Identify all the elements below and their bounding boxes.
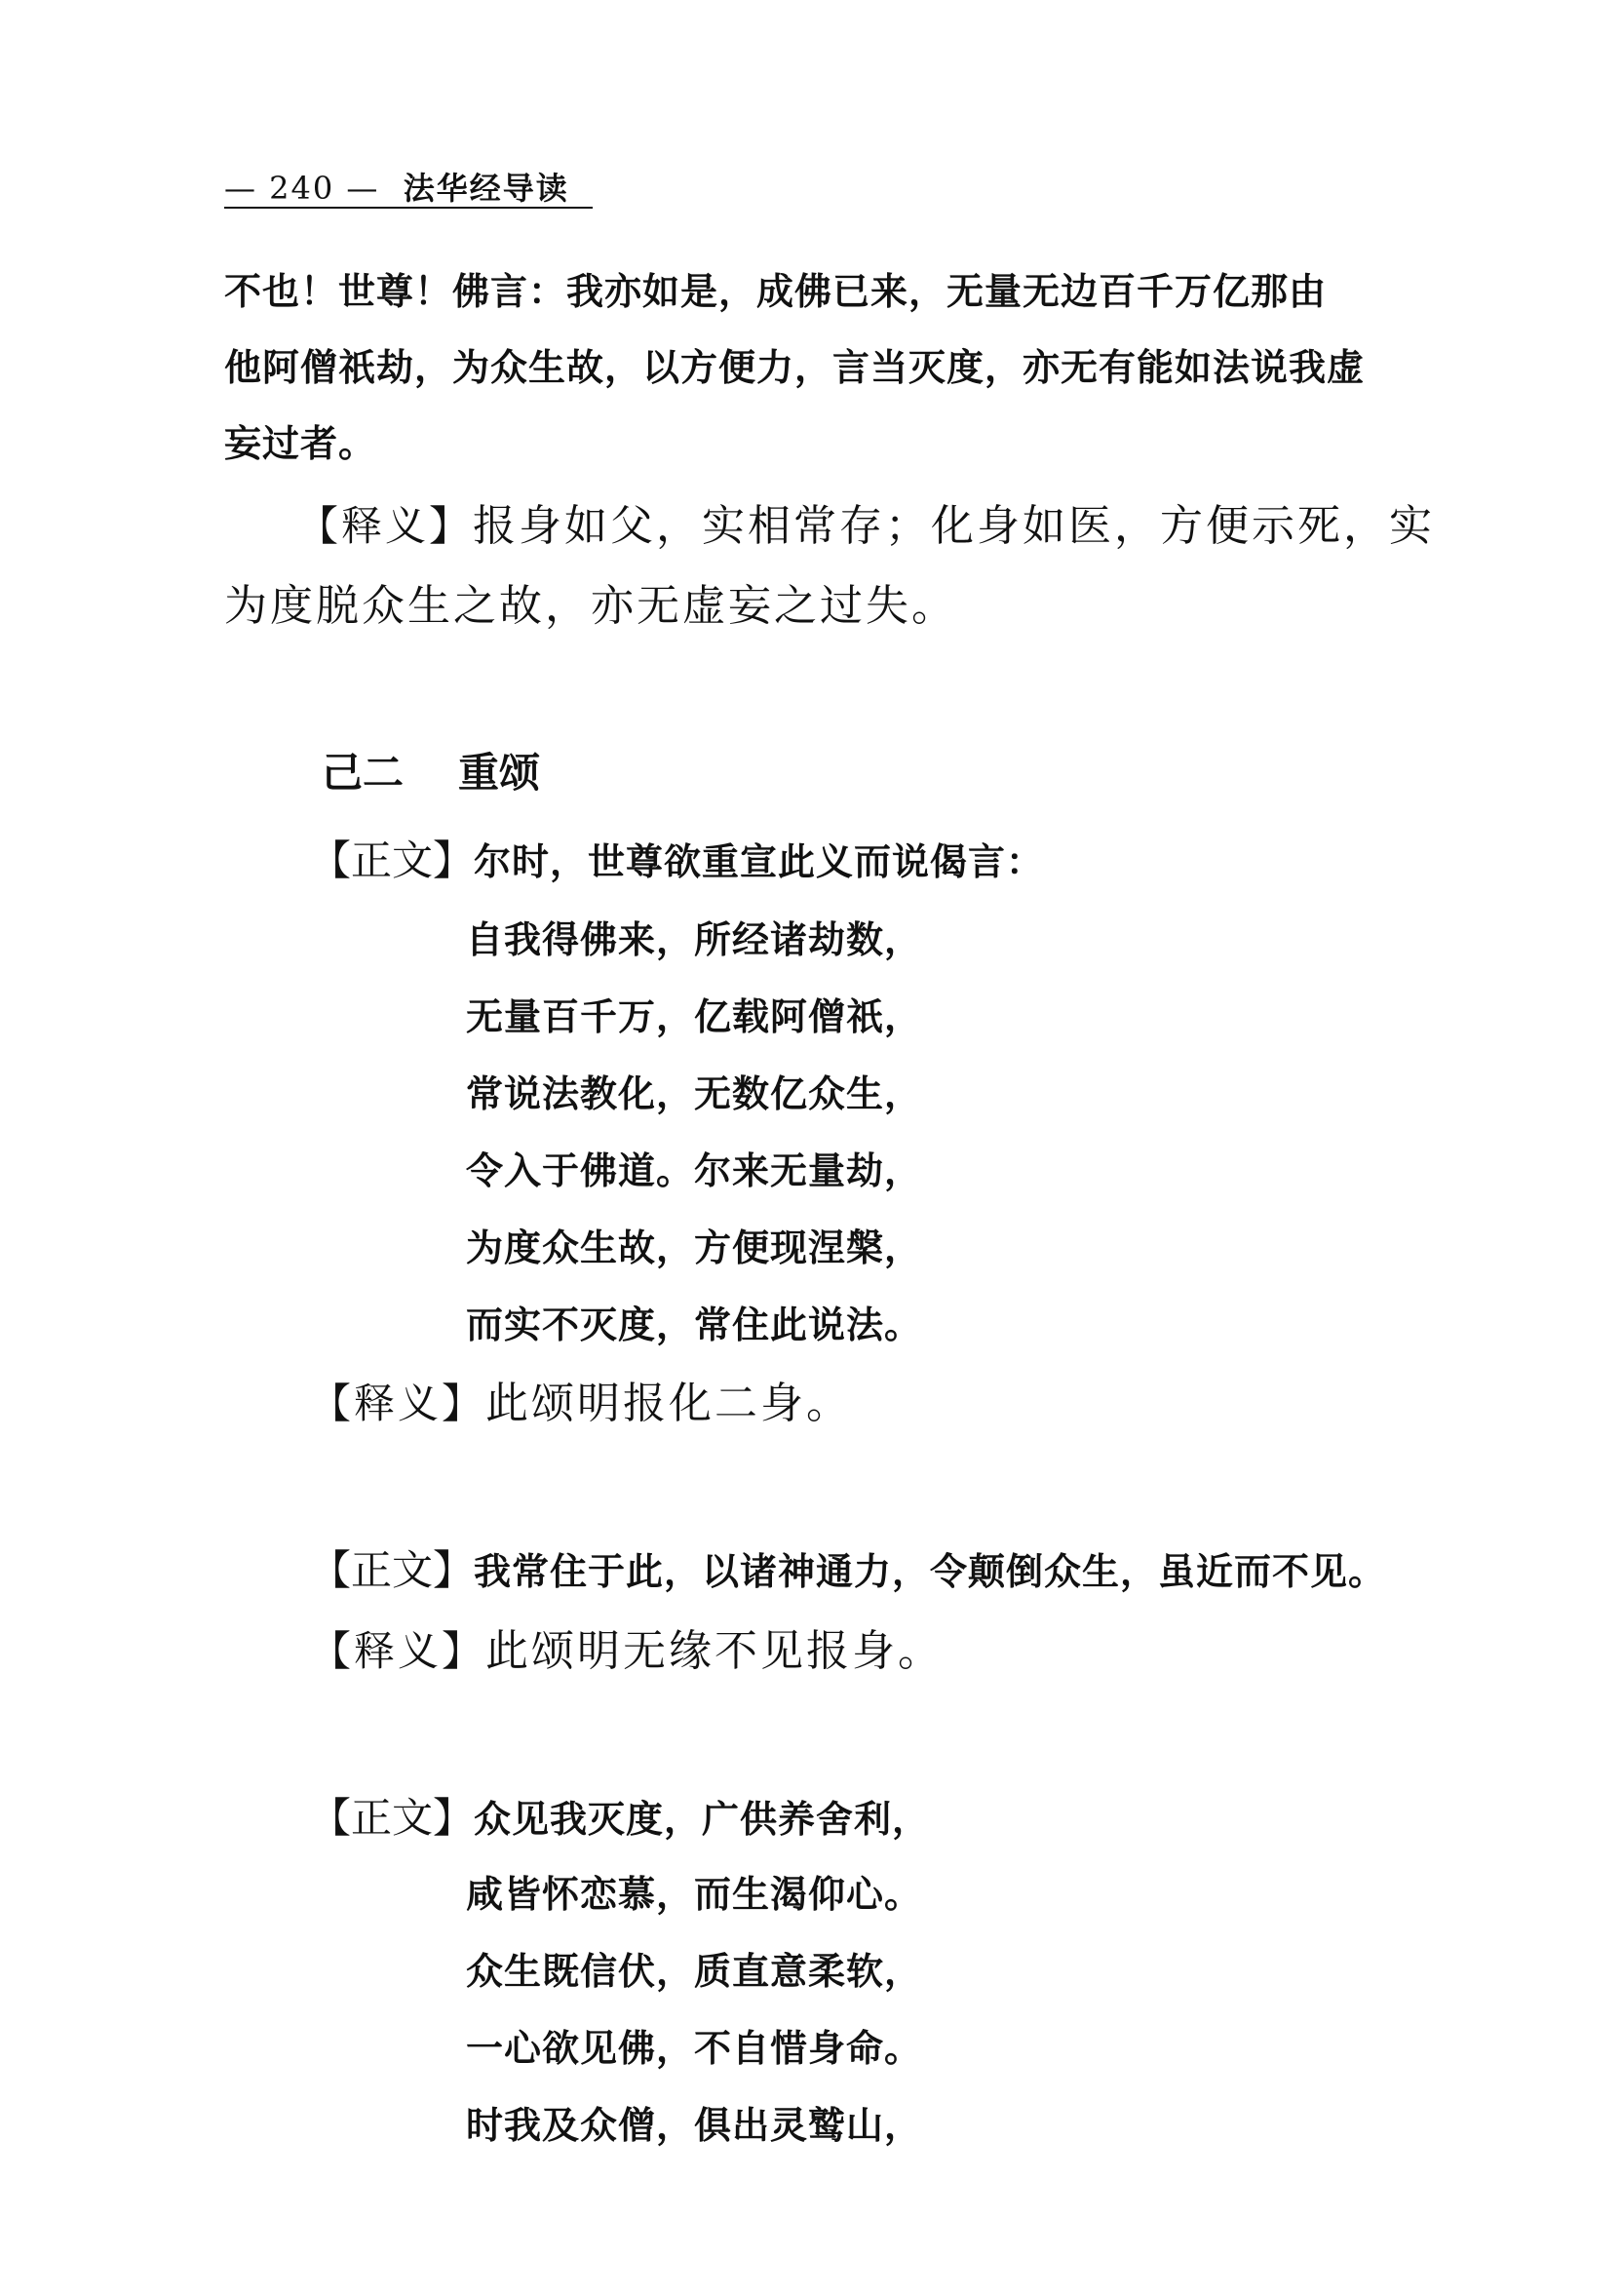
text-line <box>310 1546 1387 1594</box>
commentary-line <box>310 1379 853 1428</box>
commentary-text: 报身如父，实相常存；化身如医，方便示死，实 <box>473 501 1436 551</box>
scripture-line: 不也！世尊！佛言：我亦如是，成佛已来，无量无边百千万亿那由 <box>224 270 1328 313</box>
commentary-label: 【释义】 <box>310 1380 486 1427</box>
text-label: 【正文】 <box>310 837 475 884</box>
verse-line: 一心欲见佛，不自惜身命。 <box>466 2027 923 2070</box>
text-line <box>310 1794 931 1842</box>
commentary-line: 为度脱众生之故，亦无虚妄之过失。 <box>224 581 957 631</box>
verse-line: 咸皆怀恋慕，而生渴仰心。 <box>466 1873 923 1916</box>
verse-line: 自我得佛来，所经诸劫数， <box>466 918 923 961</box>
section-title: 重颂 <box>458 749 541 797</box>
text-label: 【正文】 <box>310 1546 475 1594</box>
section-heading <box>322 749 541 797</box>
commentary-label: 【释义】 <box>310 1627 486 1675</box>
text-body: 我常住于此，以诸神通力，令颠倒众生，虽近而不见。 <box>474 1550 1387 1593</box>
book-title: 法华经导读 <box>403 170 569 207</box>
verse-line: 常说法教化，无数亿众生， <box>466 1072 923 1115</box>
text-label: 【正文】 <box>310 1794 475 1842</box>
text-line <box>310 837 1045 884</box>
scripture-line: 他阿僧祇劫，为众生故，以方便力，言当灭度，亦无有能如法说我虚 <box>224 346 1366 389</box>
running-header <box>224 164 593 207</box>
verse-line: 令入于佛道。尔来无量劫， <box>466 1149 923 1192</box>
header-rule <box>224 207 593 209</box>
commentary-text: 此颂明报化二身。 <box>485 1379 853 1428</box>
verse-line: 众生既信伏，质直意柔软， <box>466 1950 923 1993</box>
section-number: 己二 <box>322 749 405 797</box>
verse-line: 为度众生故，方便现涅槃， <box>466 1226 923 1269</box>
scripture-line: 妄过者。 <box>224 422 377 465</box>
verse-first: 众见我灭度，广供养舍利， <box>474 1798 931 1841</box>
verse-line: 时我及众僧，俱出灵鹫山， <box>466 2104 923 2147</box>
verse-line: 而实不灭度，常住此说法。 <box>466 1304 923 1346</box>
commentary-label: 【释义】 <box>297 502 474 550</box>
page-number: — 240 — <box>224 170 380 207</box>
commentary-line <box>297 501 1436 551</box>
text-intro: 尔时，世尊欲重宣此义而说偈言： <box>474 840 1045 883</box>
commentary-text: 此颂明无缘不见报身。 <box>485 1626 945 1676</box>
verse-line: 无量百千万，亿载阿僧祇， <box>466 995 923 1038</box>
commentary-line <box>310 1626 945 1676</box>
